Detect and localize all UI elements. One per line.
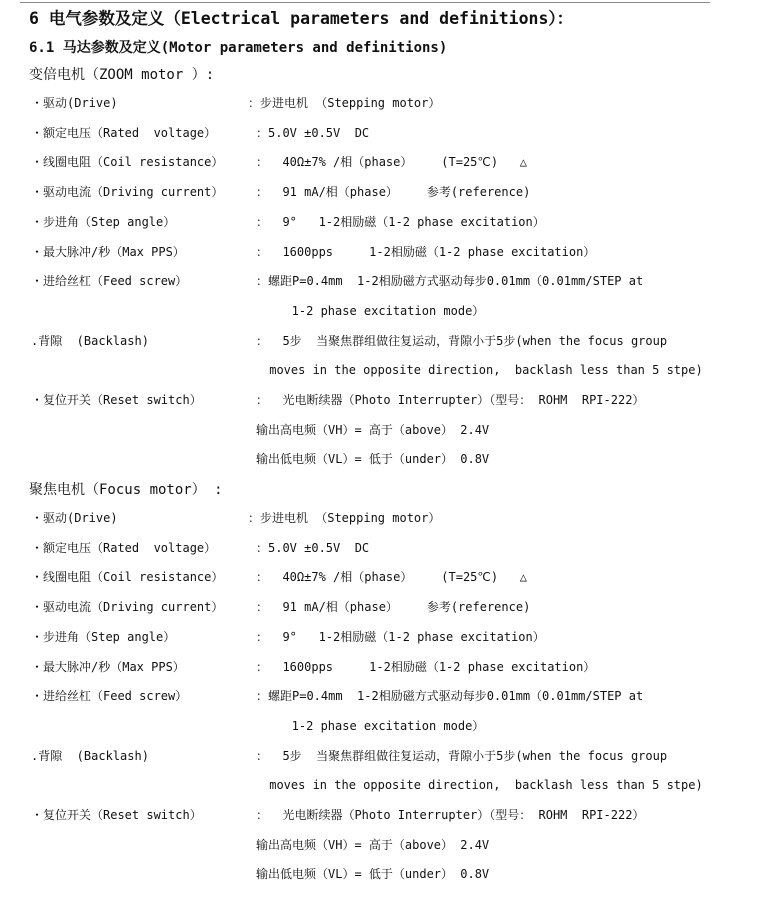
parameter-label: ・进给丝杠（Feed screw） (31, 689, 188, 704)
parameter-row (0, 538, 768, 558)
parameter-label: ・额定电压（Rated voltage） (31, 125, 217, 140)
parameter-label: ・复位开关（Reset switch） (31, 808, 202, 822)
parameter-value: ： 1600pps 1-2相励磁（1-2 phase excitation） (256, 659, 596, 674)
parameter-value: ： 5步 当聚焦群组做往复运动，背隙小于5步(when the focus group (256, 748, 668, 763)
parameter-label: .背隙 (Backlash) (31, 748, 149, 763)
parameter-row (0, 242, 768, 262)
parameter-row (0, 271, 768, 291)
parameter-row (0, 390, 768, 410)
parameter-row (0, 331, 768, 351)
parameter-row (0, 93, 768, 113)
parameter-value-continuation: 输出低电频（VL）= 低于（under） 0.8V (256, 867, 490, 882)
parameter-label: ・步进角（Step angle） (31, 214, 176, 229)
motor-section-title: 变倍电机（ZOOM motor ）: (29, 67, 215, 83)
section-heading: 6 电气参数及定义（Electrical parameters and definitions）： (29, 9, 574, 28)
parameter-label: ・驱动(Drive) (31, 511, 118, 525)
parameter-row (0, 746, 768, 766)
parameter-label: ・驱动电流（Driving current） (31, 600, 224, 615)
parameter-value: ：螺距P=0.4mm 1-2相励磁方式驱动每步0.01mm（0.01mm/STEP at (256, 274, 644, 289)
parameter-value: ： 光电断续器（Photo Interrupter）（型号： ROHM RPI-222） (256, 808, 645, 822)
parameter-value: ：5.0V ±0.5V DC (256, 540, 370, 555)
parameter-value-continuation: 1-2 phase excitation mode） (270, 718, 485, 733)
parameter-row (0, 686, 768, 706)
parameter-value-continuation: 输出低电频（VL）= 低于（under） 0.8V (256, 452, 490, 467)
parameter-value: ： 91 mA/相（phase） 参考(reference) (256, 600, 531, 615)
parameter-row (0, 627, 768, 647)
parameter-value: ： 9° 1-2相励磁（1-2 phase excitation） (256, 214, 545, 229)
parameter-label: ・驱动电流（Driving current） (31, 185, 224, 200)
parameter-row (0, 123, 768, 143)
parameter-row (0, 597, 768, 617)
parameter-label: .背隙 (Backlash) (31, 333, 149, 348)
motor-section-title: 聚焦电机（Focus motor） : (29, 482, 223, 498)
top-rule (20, 2, 710, 3)
parameter-value: ： 91 mA/相（phase） 参考(reference) (256, 185, 531, 200)
parameter-value: ： 光电断续器（Photo Interrupter）（型号： ROHM RPI-222） (256, 393, 645, 407)
parameter-value-continuation: 输出高电频（VH）= 高于（above） 2.4V (256, 422, 490, 437)
parameter-row (0, 152, 768, 172)
parameter-value-continuation: 输出高电频（VH）= 高于（above） 2.4V (256, 837, 490, 852)
parameter-label: ・复位开关（Reset switch） (31, 393, 202, 407)
parameter-row (0, 182, 768, 202)
parameter-label: ・最大脉冲/秒（Max PPS） (31, 244, 185, 259)
parameter-label: ・最大脉冲/秒（Max PPS） (31, 659, 185, 674)
parameter-label: ・额定电压（Rated voltage） (31, 540, 217, 555)
parameter-label: ・线圈电阻（Coil resistance） (31, 570, 224, 585)
parameter-row (0, 212, 768, 232)
parameter-value: ：步进电机 （Stepping motor） (248, 511, 441, 525)
parameter-label: ・步进角（Step angle） (31, 629, 176, 644)
parameter-row (0, 657, 768, 677)
parameter-value-continuation: moves in the opposite direction, backlash less than 5 stpe) (262, 778, 703, 793)
parameter-value: ： 40Ω±7% /相（phase） (T=25℃) △ (256, 155, 527, 170)
parameter-value: ： 40Ω±7% /相（phase） (T=25℃) △ (256, 570, 527, 585)
parameter-label: ・进给丝杠（Feed screw） (31, 274, 188, 289)
parameter-value: ：螺距P=0.4mm 1-2相励磁方式驱动每步0.01mm（0.01mm/STEP at (256, 689, 644, 704)
parameter-value: ： 5步 当聚焦群组做往复运动，背隙小于5步(when the focus group (256, 333, 668, 348)
parameter-value-continuation: moves in the opposite direction, backlash less than 5 stpe) (262, 363, 703, 378)
parameter-label: ・驱动(Drive) (31, 96, 118, 110)
parameter-value-continuation: 1-2 phase excitation mode） (270, 303, 485, 318)
parameter-label: ・线圈电阻（Coil resistance） (31, 155, 224, 170)
parameter-value: ：5.0V ±0.5V DC (256, 125, 370, 140)
parameter-row (0, 567, 768, 587)
parameter-value: ： 9° 1-2相励磁（1-2 phase excitation） (256, 629, 545, 644)
parameter-row (0, 805, 768, 825)
parameter-value: ：步进电机 （Stepping motor） (248, 96, 441, 110)
subsection-heading: 6.1 马达参数及定义(Motor parameters and definitions) (29, 40, 448, 56)
parameter-value: ： 1600pps 1-2相励磁（1-2 phase excitation） (256, 244, 596, 259)
parameter-row (0, 508, 768, 528)
